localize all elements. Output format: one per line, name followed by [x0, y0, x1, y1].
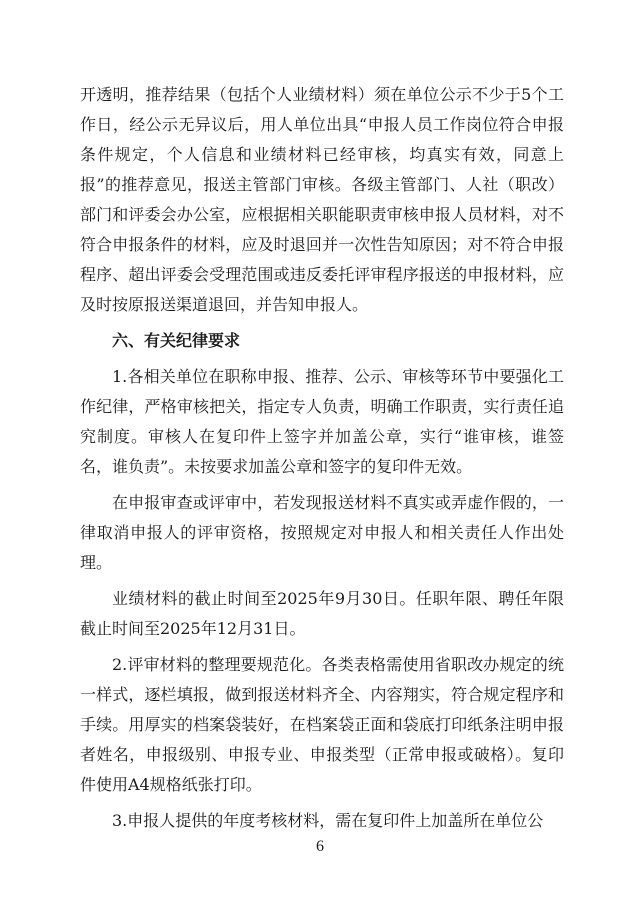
section-heading-discipline: 六、有关纪律要求 [112, 331, 241, 350]
paragraph-item-1-falsification: 在申报审查或评审中，若发现报送材料不真实或弄虚作假的，一律取消申报人的评审资格，按照规定对申报人和相关责任人作出处理。 [80, 493, 564, 572]
paragraph-item-2: 2.评审材料的整理要规范化。各类表格需使用省职改办规定的统一样式，逐栏填报，做到报送材料齐全、内容翔实，符合规定程序和手续。用厚实的档案袋装好，在档案袋正面和袋底打印纸条注明申报者姓名，申报级别、申报专业、申报类型（正常申报或破格）。复印件使用A4规格纸张打印。 [80, 655, 564, 794]
paragraph-item-1: 1.各相关单位在职称申报、推荐、公示、审核等环节中要强化工作纪律，严格审核把关，指定专人负责，明确工作职责，实行责任追究制度。审核人在复印件上签字并加盖公章，实行“谁审核，谁签名，谁负责”。未按要求加盖公章和签字的复印件无效。 [80, 367, 564, 476]
paragraph-recommendation-publicity: 开透明，推荐结果（包括个人业绩材料）须在单位公示不少于5个工作日，经公示无异议后，用人单位出具“申报人员工作岗位符合申报条件规定，个人信息和业绩材料已经审核，均真实有效，同意上报”的推荐意见，报送主管部门审核。各级主管部门、人社（职改）部门和评委会办公室，应根据相关职能职责审核申报人员材料，对不符合申报条件的材料，应及时退回并一次性告知原因；对不符合申报程序、超出评委会受理范围或违反委托评审程序报送的申报材料，应及时按原报送渠道退回，并告知申报人。 [80, 85, 564, 314]
document-body [80, 80, 564, 836]
paragraph-item-1-deadline: 业绩材料的截止时间至2025年9月30日。任职年限、聘任年限截止时间至2025年12月31日。 [80, 589, 564, 638]
paragraph-item-3: 3.申报人提供的年度考核材料，需在复印件上加盖所在单位公 [112, 811, 544, 830]
page-number: 6 [316, 838, 324, 855]
